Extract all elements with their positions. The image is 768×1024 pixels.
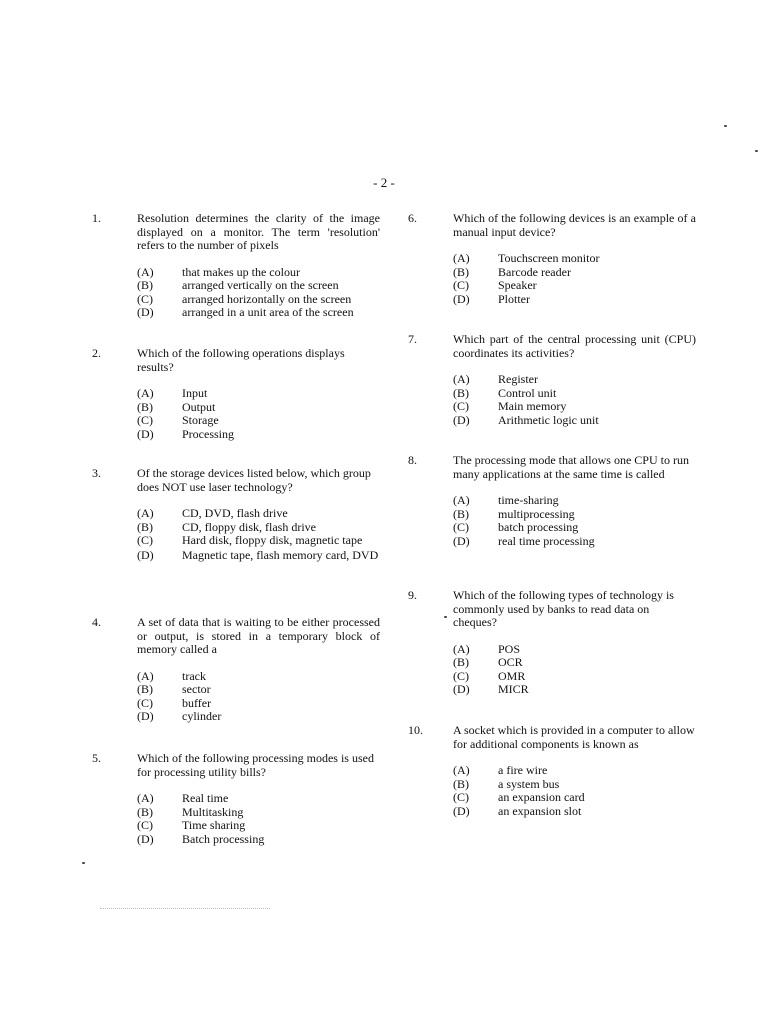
option-a: (A) track: [137, 668, 206, 683]
option-a: (A) a fire wire: [453, 763, 548, 778]
question-number: 4.: [92, 615, 101, 629]
scan-speck: [444, 616, 447, 618]
question-number: 5.: [92, 751, 101, 765]
page-number: - 2 -: [373, 175, 395, 190]
option-b: (B) Control unit: [453, 385, 557, 400]
option-b: (B) sector: [137, 682, 211, 697]
question-stem: Of the storage devices listed below, which group does NOT use laser technology?: [137, 466, 371, 494]
option-d: (D) real time processing: [453, 533, 595, 548]
option-a: (A) Register: [453, 372, 538, 387]
question-stem: A set of data that is waiting to be either processed or output, is stored in a temporary block of memory called a: [137, 615, 380, 657]
option-c: (C) Time sharing: [137, 818, 246, 833]
option-c: (C) Speaker: [453, 278, 537, 293]
question-number: 10.: [408, 723, 423, 737]
question-number: 3.: [92, 466, 101, 480]
question-stem: Resolution determines the clarity of the image displayed on a monitor. The term 'resolution' refers to the number of pixels: [137, 211, 380, 253]
option-d: (D) Plotter: [453, 291, 530, 306]
option-a: (A) Real time: [137, 791, 229, 806]
question-number: 7.: [408, 332, 417, 346]
question-number: 6.: [408, 211, 417, 225]
question-number: 1.: [92, 211, 101, 225]
question-stem: A socket which is provided in a computer to allow for additional components is known as: [453, 723, 695, 751]
question-5: [92, 751, 382, 846]
option-b: (B) CD, floppy disk, flash drive: [137, 519, 316, 534]
option-b: (B) Multitasking: [137, 804, 244, 819]
option-b: (B) Output: [137, 399, 216, 414]
option-a: (A) CD, DVD, flash drive: [137, 506, 288, 521]
question-4: [92, 615, 380, 724]
question-1: [92, 211, 380, 320]
option-b: (B) OCR: [453, 655, 523, 670]
option-b: (B) a system bus: [453, 776, 560, 791]
option-c: (C) Storage: [137, 413, 219, 428]
option-c: (C) Main memory: [453, 399, 567, 414]
scan-speck: [755, 150, 758, 152]
question-stem: Which part of the central processing unit (CPU) coordinates its activities?: [453, 332, 696, 360]
option-d: (D) an expansion slot: [453, 803, 582, 818]
question-3: [92, 466, 380, 562]
question-number: 8.: [408, 453, 417, 467]
option-c: (C) OMR: [453, 668, 526, 683]
option-c: (C) arranged horizontally on the screen: [137, 291, 352, 306]
option-a: (A) Input: [137, 386, 208, 401]
option-d: (D) Arithmetic logic unit: [453, 412, 599, 427]
question-stem: Which of the following devices is an example of a manual input device?: [453, 211, 696, 239]
option-c: (C) an expansion card: [453, 790, 585, 805]
option-b: (B) arranged vertically on the screen: [137, 278, 339, 293]
question-9: [408, 588, 696, 697]
option-a: (A) Touchscreen monitor: [453, 251, 600, 266]
scan-speck: [724, 125, 727, 127]
option-d: (D) Batch processing: [137, 831, 265, 846]
scan-speck: [82, 862, 85, 864]
option-d: (D) cylinder: [137, 709, 222, 724]
question-stem: The processing mode that allows one CPU to run many applications at the same time is called: [453, 453, 689, 481]
option-d: (D) Processing: [137, 426, 234, 441]
question-stem: Which of the following processing modes is used for processing utility bills?: [137, 751, 374, 779]
option-a: (A) that makes up the colour: [137, 264, 300, 279]
option-d: (D) Magnetic tape, flash memory card, DVD: [137, 547, 379, 562]
option-a: (A) time-sharing: [453, 493, 559, 508]
question-stem: Which of the following operations displays results?: [137, 346, 345, 374]
option-c: (C) batch processing: [453, 520, 579, 535]
scan-smudge: [100, 908, 270, 913]
option-d: (D) arranged in a unit area of the screen: [137, 305, 354, 320]
option-b: (B) Barcode reader: [453, 264, 571, 279]
question-stem: Which of the following types of technology is commonly used by banks to read data on cheques?: [453, 588, 674, 630]
question-8: [408, 453, 696, 548]
option-c: (C) Hard disk, floppy disk, magnetic tape: [137, 533, 363, 548]
question-7: [408, 332, 696, 427]
option-c: (C) buffer: [137, 695, 212, 710]
question-number: 2.: [92, 346, 101, 360]
question-2: [92, 346, 380, 441]
question-number: 9.: [408, 588, 417, 602]
option-d: (D) MICR: [453, 682, 529, 697]
question-10: [408, 723, 696, 818]
option-b: (B) multiprocessing: [453, 506, 575, 521]
option-a: (A) POS: [453, 641, 521, 656]
question-6: [408, 211, 696, 306]
